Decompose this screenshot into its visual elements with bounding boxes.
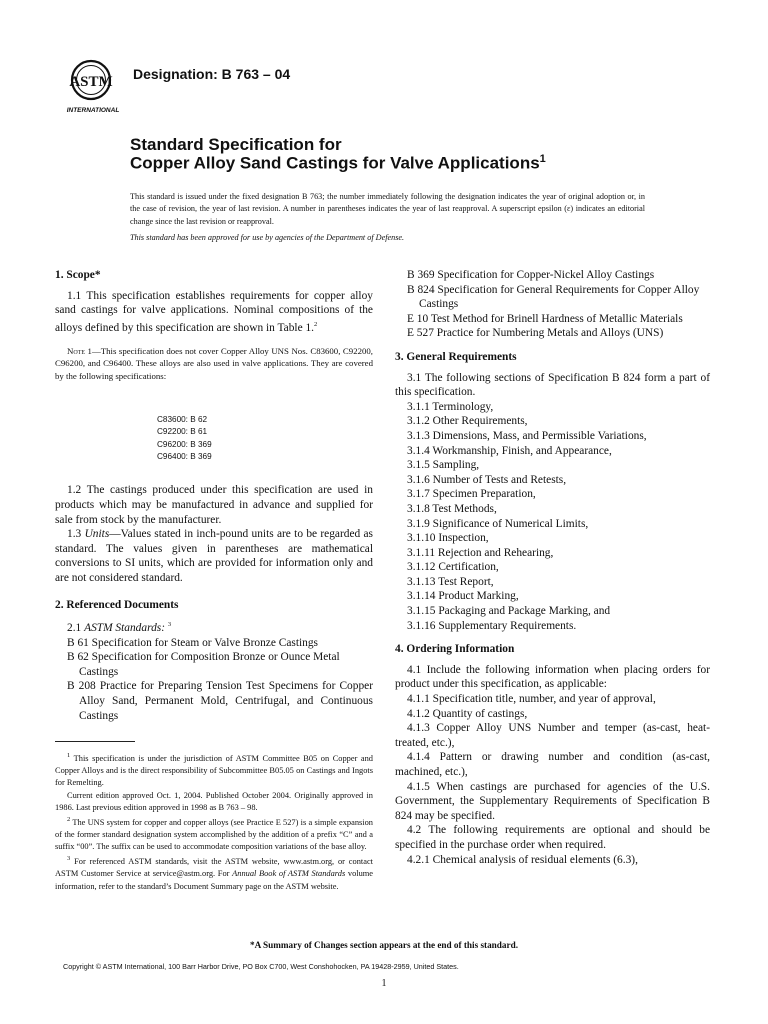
reference-item: B 369 Specification for Copper-Nickel Alloy Castings	[407, 269, 655, 281]
para-3-1: 3.1 The following sections of Specification B 824 form a part of this specification.	[395, 371, 710, 399]
footnote-number: 3	[67, 855, 71, 863]
list-item: 4.1.3 Copper Alloy UNS Number and temper (as-cast, heat-treated, etc.),	[395, 722, 710, 749]
section-heading-references: 2. Referenced Documents	[55, 598, 179, 611]
reference-item: E 527 Practice for Numbering Metals and Alloys (UNS)	[407, 327, 664, 340]
list-item: 3.1.4 Workmanship, Finish, and Appearance,	[407, 444, 612, 457]
footnote-text: volume information, refer to the standard’s Document Summary page on the ASTM website.	[55, 869, 374, 891]
footnote-marker-2: 2	[314, 320, 318, 328]
footnote-number: 1	[67, 752, 71, 760]
alloy-item: C96200: B 369	[157, 439, 212, 449]
para-1-3-num: 1.3	[67, 528, 82, 541]
para-1-1-text: 1.1 This specification establishes requirements for copper alloy sand castings for valve applications. Nominal compositions of the alloys defined by this specification are shown in Table 1.	[55, 289, 373, 334]
general-requirements-list	[395, 400, 710, 634]
reference-item: B 61 Specification for Steam or Valve Bronze Castings	[67, 636, 318, 649]
astm-logo	[62, 56, 124, 118]
list-item: 3.1.7 Specimen Preparation,	[407, 488, 536, 501]
alloy-list	[157, 414, 373, 464]
list-item: 3.1.16 Supplementary Requirements.	[407, 619, 577, 632]
list-item: 4.2.1 Chemical analysis of residual elements (6.3),	[407, 853, 638, 866]
note-1	[55, 345, 373, 382]
footnote-1	[55, 750, 373, 789]
list-item: 3.1.3 Dimensions, Mass, and Permissible Variations,	[407, 429, 647, 442]
title-line-2	[130, 153, 546, 174]
designation: Designation: B 763 – 04	[133, 66, 291, 82]
reference-item: B 208 Practice for Preparing Tension Test Specimens for Copper Alloy Sand, Permanent Mold, Centrifugal, and Continuous Castings	[67, 680, 373, 722]
annual-book-title: Annual Book of ASTM Standards	[232, 869, 346, 879]
list-item: 3.1.8 Test Methods,	[407, 502, 497, 515]
para-1-3-units: Units	[84, 528, 110, 541]
list-item: 3.1.6 Number of Tests and Retests,	[407, 473, 567, 486]
para-4-1: 4.1 Include the following information when placing orders for product under this specification, as applicable:	[395, 663, 710, 691]
list-item: 3.1.5 Sampling,	[407, 459, 480, 472]
footnote-marker-3: 3	[167, 621, 172, 629]
astm-standards-label: ASTM Standards:	[84, 621, 166, 634]
list-item: 3.1.13 Test Report,	[407, 575, 494, 588]
para-2-1-num: 2.1	[67, 621, 82, 634]
list-item: 3.1.11 Rejection and Rehearing,	[407, 546, 554, 559]
list-item: 4.1.5 When castings are purchased for agencies of the U.S. Government, the Supplementary Requirements of Specification B 824 may be specified.	[395, 780, 710, 822]
list-item: 3.1.2 Other Requirements,	[407, 415, 528, 428]
astm-logo-mark	[62, 56, 124, 118]
footnote-1-edition: Current edition approved Oct. 1, 2004. Published October 2004. Originally approved in 1986. Last previous edition approved in 1998 as B 763 – 98.	[55, 790, 373, 812]
reference-item: E 10 Test Method for Brinell Hardness of Metallic Materials	[407, 312, 683, 325]
list-item: 3.1.1 Terminology,	[407, 400, 494, 413]
list-item: 4.1.2 Quantity of castings,	[407, 707, 528, 720]
section-heading-scope: 1. Scope*	[55, 269, 101, 281]
footnote-number: 2	[67, 815, 71, 823]
footnote-text: This specification is under the jurisdiction of ASTM Committee B05 on Copper and Copper Alloys and is the direct responsibility of Subcommittee B05.05 on Castings and Ingots for Remelting.	[55, 753, 373, 788]
title-line-1: Standard Specification for	[130, 135, 342, 154]
list-item: 3.1.9 Significance of Numerical Limits,	[407, 517, 589, 530]
footnote-text: For referenced ASTM standards, visit the ASTM website, www.astm.org, or contact ASTM Customer Service at service@astm.org. For	[55, 857, 373, 879]
list-item: 3.1.14 Product Marking,	[407, 590, 519, 603]
alloy-item: C92200: B 61	[157, 427, 208, 437]
summary-notice: *A Summary of Changes section appears at the end of this standard.	[250, 940, 518, 950]
alloy-item: C83600: B 62	[157, 414, 208, 424]
section-heading-ordering: 4. Ordering Information	[395, 643, 515, 656]
list-item: 3.1.12 Certification,	[407, 561, 499, 574]
footnote-2	[55, 814, 373, 853]
title-footnote-marker: 1	[539, 153, 546, 165]
reference-item: B 824 Specification for General Requirements for Copper Alloy Castings	[407, 283, 700, 311]
para-1-3	[55, 527, 373, 585]
dod-approval: This standard has been approved for use by agencies of the Department of Defense.	[130, 233, 405, 242]
section-heading-general: 3. General Requirements	[395, 350, 517, 363]
footnote-text: The UNS system for copper and copper alloys (see Practice E 527) is a simple expansion of the former standard designation system accomplished by the addition of a prefix “C” and a suffix “00”. The suffix can be used to accommodate composition variations of the base alloy.	[55, 817, 373, 852]
standard-intro: This standard is issued under the fixed designation B 763; the number immediately following the designation indicates the year of original adoption or, in the case of revision, the year of last revision. A number in parentheses indicates the year of last reapproval. A superscript epsilon (ε) indicates an editorial change since the last revision or reapproval.	[130, 192, 645, 226]
reference-item: B 62 Specification for Composition Bronze or Ounce Metal Castings	[67, 651, 340, 678]
left-column	[55, 268, 373, 893]
para-2-1	[55, 618, 373, 635]
para-1-1	[55, 289, 373, 336]
svg-text:INTERNATIONAL: INTERNATIONAL	[66, 107, 120, 114]
svg-text:ASTM: ASTM	[69, 74, 113, 90]
para-4-2: 4.2 The following requirements are optional and should be specified in the purchase order when required.	[395, 824, 710, 851]
footnote-divider	[55, 741, 135, 742]
right-column	[395, 268, 710, 867]
copyright: Copyright © ASTM International, 100 Barr Harbor Drive, PO Box C700, West Conshohocken, PA 19428-2959, United States.	[63, 962, 459, 971]
list-item: 3.1.15 Packaging and Package Marking, and	[407, 605, 611, 618]
footnote-3	[55, 853, 373, 892]
page-number: 1	[381, 978, 387, 989]
list-item: 3.1.10 Inspection,	[407, 532, 489, 545]
note-text: —This specification does not cover Copper Alloy UNS Nos. C83600, C92200, C96200, and C96400. These alloys are also used in valve applications. They are covered by the following specifications:	[55, 346, 373, 381]
para-1-3-text: —Values stated in inch-pound units are to be regarded as standard. The values given in parentheses are mathematical conversions to SI units, which are provided for information only and are not considered standard.	[55, 528, 373, 584]
list-item: 4.1.1 Specification title, number, and year of approval,	[407, 693, 656, 706]
note-label: Note 1	[67, 346, 92, 357]
list-item: 4.1.4 Pattern or drawing number and condition (as-cast, machined, etc.),	[395, 751, 710, 778]
title-text: Copper Alloy Sand Castings for Valve Applications	[130, 153, 540, 173]
para-1-2: 1.2 The castings produced under this specification are used in products which may be manufactured in advance and supplied for sale from stock by the manufacturer.	[55, 484, 373, 526]
alloy-item: C96400: B 369	[157, 452, 212, 461]
